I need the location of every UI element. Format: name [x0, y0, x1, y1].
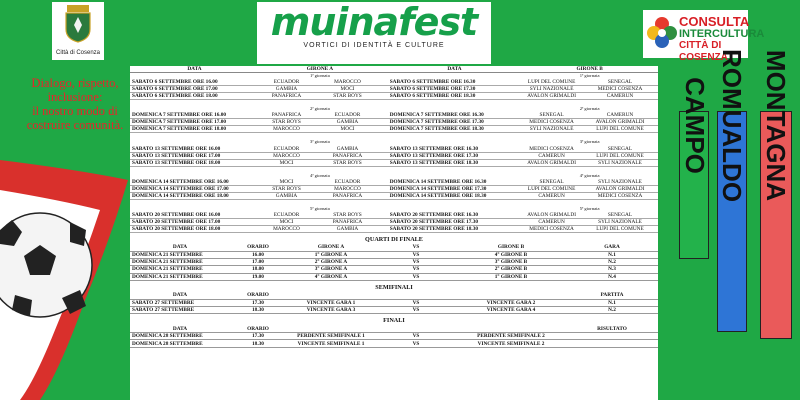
column-header: ORARIO — [230, 244, 286, 251]
vertical-title: MONTAGNA — [761, 49, 792, 202]
home-team: MAROCCO — [259, 126, 314, 133]
match-row — [130, 79, 658, 86]
match-date: DOMENICA 14 SETTEMBRE ORE 17.30 — [388, 185, 521, 192]
table-cell: VINCENTE GARA 4 — [456, 307, 566, 314]
home-team: MOCI — [259, 159, 314, 166]
ko-header-row — [130, 292, 658, 299]
table-cell: SABATO 27 SETTEMBRE — [130, 299, 230, 306]
slogan-line: costruire comunità. — [26, 118, 124, 132]
match-date: DOMENICA 7 SETTEMBRE ORE 16.30 — [388, 112, 521, 119]
cosenza-logo — [52, 2, 104, 60]
table-cell: VS — [376, 259, 456, 266]
away-team: MOCI — [314, 126, 381, 133]
away-team: ECUADOR — [314, 112, 381, 119]
match-date: SABATO 20 SETTEMBRE ORE 17.30 — [388, 218, 521, 225]
table-cell: 2° GIRONE B — [456, 266, 566, 273]
giornata-label: 2ª giornata — [309, 106, 330, 112]
table-row — [130, 340, 658, 347]
table-row — [130, 333, 658, 340]
home-team: CAMERUN — [521, 218, 582, 225]
column-header: DATA — [130, 244, 230, 251]
table-cell: 18.30 — [230, 340, 286, 347]
home-team: SYLI NAZIONALE — [521, 86, 582, 93]
match-date: DOMENICA 14 SETTEMBRE ORE 16.30 — [388, 179, 521, 186]
away-team: STAR BOYS — [314, 93, 381, 100]
montagna-label — [760, 49, 792, 339]
away-team: MEDICI COSENZA — [582, 192, 658, 199]
vertical-title: ROMUALDO — [717, 48, 748, 203]
match-row — [130, 152, 658, 159]
table-cell: DOMENICA 28 SETTEMBRE — [130, 333, 230, 340]
home-team: MOCI — [259, 179, 314, 186]
match-date: SABATO 6 SETTEMBRE ORE 16.00 — [130, 79, 259, 86]
away-team: STAR BOYS — [314, 212, 381, 219]
away-team: SENEGAL — [582, 212, 658, 219]
table-cell: DOMENICA 21 SETTEMBRE — [130, 266, 230, 273]
table-cell: VINCENTE GARA 1 — [286, 299, 376, 306]
match-date: SABATO 20 SETTEMBRE ORE 17.00 — [130, 218, 259, 225]
table-cell: 18.30 — [230, 307, 286, 314]
column-header — [376, 292, 456, 299]
away-team: PANAFRICA — [314, 192, 381, 199]
match-date: DOMENICA 7 SETTEMBRE ORE 17.00 — [130, 119, 259, 126]
away-team: CAMERUN — [582, 93, 658, 100]
column-header — [286, 292, 376, 299]
finali-title: FINALI — [383, 317, 405, 325]
table-row — [130, 273, 658, 280]
table-cell: VS — [376, 266, 456, 273]
column-header: ORARIO — [230, 325, 286, 332]
giornata-label: 1ª giornata — [579, 73, 600, 79]
table-cell: VS — [376, 273, 456, 280]
home-team: MAROCCO — [259, 225, 314, 232]
romualdo-label — [717, 48, 748, 332]
table-row — [130, 299, 658, 306]
column-header — [376, 325, 456, 332]
table-cell: VINCENTE SEMIFINALE 2 — [456, 340, 566, 347]
match-row — [130, 86, 658, 93]
column-header: GIRONE B — [456, 244, 566, 251]
column-header: DATA — [388, 66, 521, 73]
consulta-line2: INTERCULTURA — [679, 28, 765, 40]
match-date: SABATO 13 SETTEMBRE ORE 16.30 — [388, 145, 521, 152]
match-date: DOMENICA 14 SETTEMBRE ORE 16.00 — [130, 179, 259, 186]
table-cell: VS — [376, 333, 456, 340]
soccer-ball-decoration — [0, 150, 130, 400]
home-team: CAMERUN — [521, 192, 582, 199]
coat-of-arms-icon — [63, 5, 93, 43]
table-cell: DOMENICA 21 SETTEMBRE — [130, 251, 230, 258]
semifinali-title: SEMIFINALI — [375, 283, 413, 291]
table-cell: N.1 — [566, 251, 658, 258]
table-cell: 3° GIRONE B — [456, 259, 566, 266]
table-cell: N.1 — [566, 299, 658, 306]
away-team: GAMBIA — [314, 145, 381, 152]
home-team: MOCI — [259, 218, 314, 225]
away-team: LUPI DEL COMUNE — [582, 225, 658, 232]
quarti-table — [130, 244, 658, 281]
home-team: PANAFRICA — [259, 112, 314, 119]
home-team: MEDICI COSENZA — [521, 145, 582, 152]
home-team: AVALON GRIMALDI — [521, 93, 582, 100]
away-team: AVALON GRIMALDI — [582, 119, 658, 126]
group-header-row — [130, 66, 658, 73]
home-team: SENEGAL — [521, 179, 582, 186]
away-team: MOCI — [314, 86, 381, 93]
column-header: PARTITA — [566, 292, 658, 299]
away-team: SENEGAL — [582, 145, 658, 152]
match-date: DOMENICA 7 SETTEMBRE ORE 16.00 — [130, 112, 259, 119]
table-row — [130, 266, 658, 273]
home-team: GAMBIA — [259, 192, 314, 199]
home-team: MEDICI COSENZA — [521, 225, 582, 232]
home-team: ECUADOR — [259, 145, 314, 152]
match-date: SABATO 13 SETTEMBRE ORE 17.00 — [130, 152, 259, 159]
quarti-title: QUARTI DI FINALE — [365, 235, 423, 243]
home-team: LUPI DEL COMUNE — [521, 185, 582, 192]
table-cell: 4° GIRONE B — [456, 251, 566, 258]
column-header: VS — [376, 244, 456, 251]
table-cell: VINCENTE SEMIFINALE 1 — [286, 340, 376, 347]
giornata-label: 5ª giornata — [309, 205, 330, 211]
muinafest-logo — [257, 2, 491, 64]
table-cell: VS — [376, 307, 456, 314]
giornata-label: 2ª giornata — [579, 106, 600, 112]
home-team: STAR BOYS — [259, 185, 314, 192]
match-row — [130, 192, 658, 199]
away-team: LUPI DEL COMUNE — [582, 152, 658, 159]
home-team: ECUADOR — [259, 212, 314, 219]
giornata-label: 1ª giornata — [309, 73, 330, 79]
match-date: DOMENICA 7 SETTEMBRE ORE 18.30 — [388, 126, 521, 133]
home-team: PANAFRICA — [259, 93, 314, 100]
table-row — [130, 307, 658, 314]
column-header: DATA — [130, 292, 230, 299]
match-date: SABATO 20 SETTEMBRE ORE 18.00 — [130, 225, 259, 232]
home-team: AVALON GRIMALDI — [521, 212, 582, 219]
match-row — [130, 119, 658, 126]
column-header: ORARIO — [230, 292, 286, 299]
table-cell — [566, 340, 658, 347]
home-team: ECUADOR — [259, 79, 314, 86]
column-header: GIRONE A — [259, 66, 381, 73]
match-date: DOMENICA 14 SETTEMBRE ORE 17.00 — [130, 185, 259, 192]
match-row — [130, 93, 658, 100]
column-header: GARA — [566, 244, 658, 251]
table-cell: 17.30 — [230, 299, 286, 306]
match-row — [130, 126, 658, 133]
match-date: SABATO 6 SETTEMBRE ORE 18.30 — [388, 93, 521, 100]
table-cell: DOMENICA 21 SETTEMBRE — [130, 273, 230, 280]
away-team: PANAFRICA — [314, 152, 381, 159]
home-team: MAROCCO — [259, 152, 314, 159]
home-team: MEDICI COSENZA — [521, 119, 582, 126]
table-cell: VINCENTE GARA 2 — [456, 299, 566, 306]
match-date: SABATO 20 SETTEMBRE ORE 18.30 — [388, 225, 521, 232]
match-date: SABATO 20 SETTEMBRE ORE 16.30 — [388, 212, 521, 219]
away-team: AVALON GRIMALDI — [582, 185, 658, 192]
match-date: SABATO 13 SETTEMBRE ORE 18.30 — [388, 159, 521, 166]
table-cell: VS — [376, 340, 456, 347]
giornata-label: 3ª giornata — [579, 139, 600, 145]
vertical-title: CAMPO — [679, 77, 710, 174]
home-team: AVALON GRIMALDI — [521, 159, 582, 166]
match-row — [130, 185, 658, 192]
match-row — [130, 179, 658, 186]
match-row — [130, 112, 658, 119]
column-header: DATA — [130, 66, 259, 73]
away-team: MAROCCO — [314, 79, 381, 86]
slogan-line: inclusione: — [47, 90, 103, 104]
home-team: LUPI DEL COMUNE — [521, 79, 582, 86]
match-date: SABATO 6 SETTEMBRE ORE 17.00 — [130, 86, 259, 93]
match-date: SABATO 6 SETTEMBRE ORE 18.00 — [130, 93, 259, 100]
table-row — [130, 259, 658, 266]
muinafest-title: muinafest — [270, 0, 478, 44]
giornata-label: 3ª giornata — [309, 139, 330, 145]
semifinali-table — [130, 292, 658, 314]
home-team: CAMERUN — [521, 152, 582, 159]
match-date: SABATO 6 SETTEMBRE ORE 16.30 — [388, 79, 521, 86]
away-team: PANAFRICA — [314, 218, 381, 225]
giornata-label: 4ª giornata — [579, 172, 600, 178]
slogan — [14, 76, 136, 132]
table-cell: DOMENICA 28 SETTEMBRE — [130, 340, 230, 347]
table-cell: N.2 — [566, 259, 658, 266]
column-header — [286, 325, 376, 332]
away-team: STAR BOYS — [314, 159, 381, 166]
home-team: STAR BOYS — [259, 119, 314, 126]
away-team: ECUADOR — [314, 179, 381, 186]
consulta-line1: CONSULTA — [679, 14, 750, 29]
table-cell: VS — [376, 299, 456, 306]
giornata-label: 4ª giornata — [309, 172, 330, 178]
table-cell: N.3 — [566, 266, 658, 273]
match-row — [130, 218, 658, 225]
match-date: DOMENICA 7 SETTEMBRE ORE 18.00 — [130, 126, 259, 133]
match-date: DOMENICA 7 SETTEMBRE ORE 17.30 — [388, 119, 521, 126]
cosenza-caption: Città di Cosenza — [55, 50, 101, 56]
table-cell: 17.00 — [230, 259, 286, 266]
table-cell — [566, 333, 658, 340]
table-cell: 3° GIRONE A — [286, 266, 376, 273]
away-team: SYLI NAZIONALE — [582, 218, 658, 225]
match-date: SABATO 6 SETTEMBRE ORE 17.30 — [388, 86, 521, 93]
column-header — [456, 292, 566, 299]
match-date: SABATO 13 SETTEMBRE ORE 16.00 — [130, 145, 259, 152]
table-cell: 18.00 — [230, 266, 286, 273]
ko-header-row — [130, 325, 658, 332]
match-row — [130, 159, 658, 166]
away-team: MAROCCO — [314, 185, 381, 192]
away-team: LUPI DEL COMUNE — [582, 126, 658, 133]
table-cell: N.4 — [566, 273, 658, 280]
home-team: SYLI NAZIONALE — [521, 126, 582, 133]
home-team: GAMBIA — [259, 86, 314, 93]
giornata-label: 5ª giornata — [579, 205, 600, 211]
group-stage-table — [130, 66, 658, 233]
table-cell: N.2 — [566, 307, 658, 314]
column-header: GIRONE B — [521, 66, 658, 73]
table-cell: VINCENTE GARA 3 — [286, 307, 376, 314]
finali-table — [130, 325, 658, 347]
match-row — [130, 212, 658, 219]
match-date: DOMENICA 14 SETTEMBRE ORE 18.00 — [130, 192, 259, 199]
consulta-line3: CITTÀ DI COSENZA — [679, 40, 728, 63]
table-cell: 17.30 — [230, 333, 286, 340]
match-date: SABATO 13 SETTEMBRE ORE 17.30 — [388, 152, 521, 159]
muinafest-subtitle: VORTICI DI IDENTITÀ E CULTURE — [303, 42, 445, 49]
column-header — [456, 325, 566, 332]
away-team: GAMBIA — [314, 225, 381, 232]
match-date: SABATO 13 SETTEMBRE ORE 18.00 — [130, 159, 259, 166]
home-team: SENEGAL — [521, 112, 582, 119]
match-date: DOMENICA 14 SETTEMBRE ORE 18.30 — [388, 192, 521, 199]
table-cell: 4° GIRONE A — [286, 273, 376, 280]
table-cell: PERDENTE SEMIFINALE 1 — [286, 333, 376, 340]
slogan-line: Dialogo, rispetto, — [31, 76, 119, 90]
campo-label — [679, 77, 710, 259]
table-cell: DOMENICA 21 SETTEMBRE — [130, 259, 230, 266]
away-team: SENEGAL — [582, 79, 658, 86]
slogan-line: il nostro modo di — [32, 104, 118, 118]
table-cell: 2° GIRONE A — [286, 259, 376, 266]
match-date: SABATO 20 SETTEMBRE ORE 16.00 — [130, 212, 259, 219]
match-row — [130, 145, 658, 152]
column-header: GIRONE A — [286, 244, 376, 251]
ko-header-row — [130, 244, 658, 251]
table-cell: VS — [376, 251, 456, 258]
table-row — [130, 251, 658, 258]
table-cell: 1° GIRONE B — [456, 273, 566, 280]
away-team: MEDICI COSENZA — [582, 86, 658, 93]
table-cell: PERDENTE SEMIFINALE 2 — [456, 333, 566, 340]
table-cell: SABATO 27 SETTEMBRE — [130, 307, 230, 314]
schedule-sheet — [130, 66, 658, 400]
match-row — [130, 225, 658, 232]
away-team: GAMBIA — [314, 119, 381, 126]
column-header: RISULTATO — [566, 325, 658, 332]
away-team: CAMERUN — [582, 112, 658, 119]
table-cell: 1° GIRONE A — [286, 251, 376, 258]
table-cell: 19.00 — [230, 273, 286, 280]
column-header: DATA — [130, 325, 230, 332]
away-team: SYLI NAZIONALE — [582, 179, 658, 186]
away-team: SYLI NAZIONALE — [582, 159, 658, 166]
flower-icon — [645, 14, 679, 52]
table-cell: 16.00 — [230, 251, 286, 258]
